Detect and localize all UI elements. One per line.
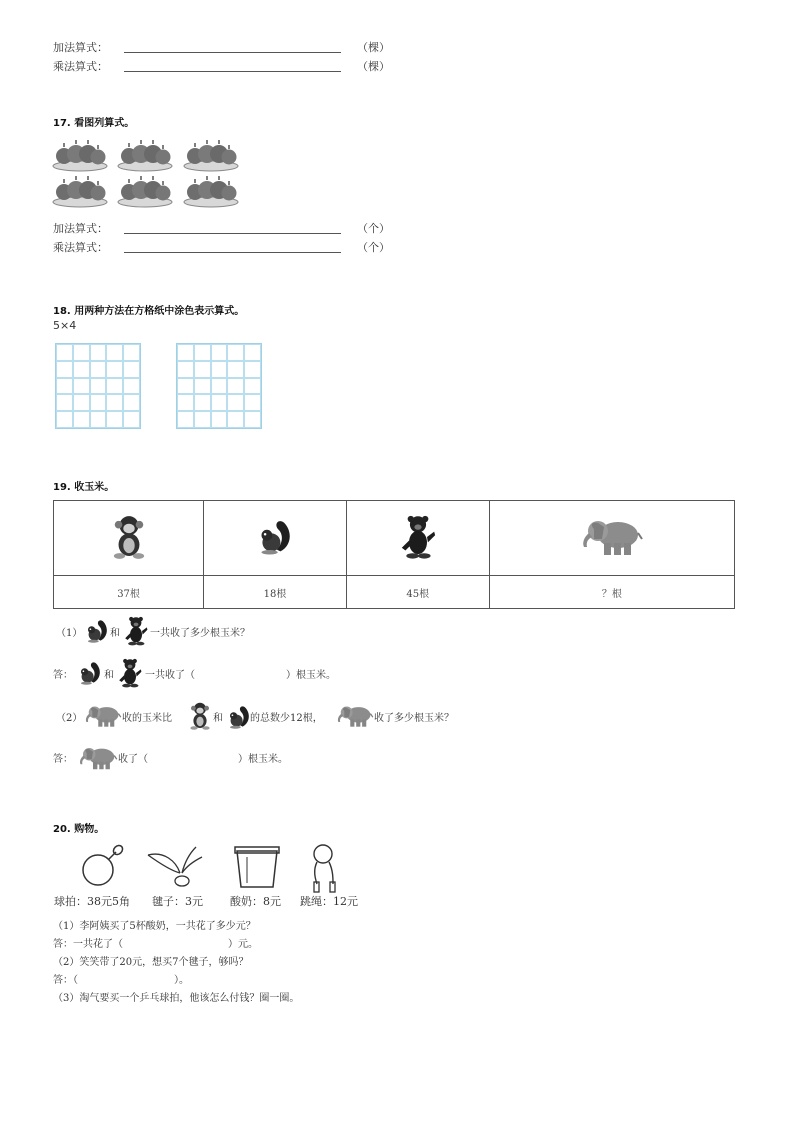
q19-part1-number: （1） <box>56 628 83 639</box>
q19-cell-bear <box>346 501 489 576</box>
q19-answer1-text: 一共收了（ <box>145 670 195 681</box>
q19-value-monkey: 37根 <box>54 576 204 609</box>
elephant-icon <box>84 704 122 731</box>
q17-add-answer-line[interactable] <box>124 233 341 234</box>
q20-answer2-text: 答：（ <box>53 975 78 986</box>
yogurt-cup-icon <box>233 843 281 892</box>
q20-answer1-blank[interactable] <box>132 933 226 949</box>
elephant-icon <box>336 704 374 731</box>
q19-answer2-end: ）根玉米。 <box>238 754 288 765</box>
monkey-icon <box>188 700 212 735</box>
q19-cell-monkey <box>54 501 204 576</box>
ping-pong-paddle-icon <box>80 844 124 891</box>
q19-value-bear: 45根 <box>346 576 489 609</box>
q20-question3: （3）淘气要买一个乒乓球拍，他该怎么付钱？圈一圈。 <box>53 993 300 1004</box>
monkey-icon <box>110 514 148 560</box>
q17-cake-plate-icon <box>183 172 239 208</box>
squirrel-icon <box>257 519 293 555</box>
q20-question2: （2）笑笑带了20元，想买7个毽子，够吗？ <box>53 957 249 968</box>
q18-grid-1[interactable] <box>55 343 141 429</box>
q19-title: 19. 收玉米。 <box>53 482 115 493</box>
squirrel-icon <box>85 618 109 647</box>
q16-add-unit: （棵） <box>357 41 390 54</box>
q16-add-answer-line[interactable] <box>124 52 341 53</box>
bear-icon <box>118 658 142 691</box>
elephant-icon <box>78 745 118 774</box>
q20-item-rope-price: 跳绳：12元 <box>300 895 358 908</box>
q19-part2-number: （2） <box>56 713 83 724</box>
q19-part2-text-c: 收了多少根玉米？ <box>374 713 454 724</box>
squirrel-icon <box>78 660 102 689</box>
q17-cake-plate-icon <box>52 136 108 172</box>
q16-add-label: 加法算式： <box>53 41 108 54</box>
q17-title: 17. 看图列算式。 <box>53 118 135 129</box>
q20-item-shuttlecock-price: 毽子：3元 <box>152 895 203 908</box>
q19-answer2-text: 收了（ <box>118 754 148 765</box>
q17-cake-plate-icon <box>52 172 108 208</box>
q19-part2-and: 和 <box>213 713 223 724</box>
q19-answer2-blank[interactable] <box>156 748 236 764</box>
q17-mul-label: 乘法算式： <box>53 241 108 254</box>
q20-answer1-text: 答：一共花了（ <box>53 939 123 950</box>
q20-item-yogurt-price: 酸奶：8元 <box>230 895 281 908</box>
bear-icon <box>400 514 436 560</box>
q20-answer2-end: ）。 <box>174 975 189 986</box>
squirrel-icon <box>227 704 251 733</box>
elephant-icon <box>580 517 644 557</box>
q19-corn-table <box>53 500 735 609</box>
q19-cell-elephant <box>489 501 734 576</box>
q20-item-paddle-price: 球拍：38元5角 <box>54 895 130 908</box>
q17-cake-plate-icon <box>183 136 239 172</box>
q20-question1: （1）李阿姨买了5杯酸奶，一共花了多少元？ <box>53 921 256 932</box>
q17-cake-plate-icon <box>117 172 173 208</box>
q19-cell-squirrel <box>204 501 347 576</box>
q16-mul-label: 乘法算式： <box>53 60 108 73</box>
q20-title: 20. 购物。 <box>53 824 105 835</box>
q17-mul-answer-line[interactable] <box>124 252 341 253</box>
q20-answer2-blank[interactable] <box>88 969 172 985</box>
jump-rope-icon <box>305 840 349 897</box>
q19-answer1-and: 和 <box>104 670 114 681</box>
q17-add-label: 加法算式： <box>53 222 108 235</box>
q18-grid-2[interactable] <box>176 343 262 429</box>
q19-part2-text-a: 收的玉米比 <box>122 713 172 724</box>
shuttlecock-icon <box>144 843 206 892</box>
q17-mul-unit: （个） <box>357 241 390 254</box>
q19-value-squirrel: 18根 <box>204 576 347 609</box>
q18-title: 18. 用两种方法在方格纸中涂色表示算式。 <box>53 306 245 317</box>
q17-cake-plate-icon <box>117 136 173 172</box>
q16-mul-unit: （棵） <box>357 60 390 73</box>
q17-add-unit: （个） <box>357 222 390 235</box>
q19-answer2-label: 答： <box>53 754 73 765</box>
q19-value-elephant: ？根 <box>489 576 734 609</box>
q19-answer1-blank[interactable] <box>212 664 284 680</box>
q18-expression: 5×4 <box>53 319 77 332</box>
q19-part1-question: 一共收了多少根玉米？ <box>150 628 250 639</box>
q20-answer1-end: ）元。 <box>228 939 258 950</box>
q19-answer1-label: 答： <box>53 670 73 681</box>
q16-mul-answer-line[interactable] <box>124 71 341 72</box>
q19-part2-text-b: 的总数少12根， <box>250 713 323 724</box>
q19-answer1-end: ）根玉米。 <box>286 670 336 681</box>
q19-part1-and: 和 <box>110 628 120 639</box>
bear-icon <box>124 616 148 649</box>
